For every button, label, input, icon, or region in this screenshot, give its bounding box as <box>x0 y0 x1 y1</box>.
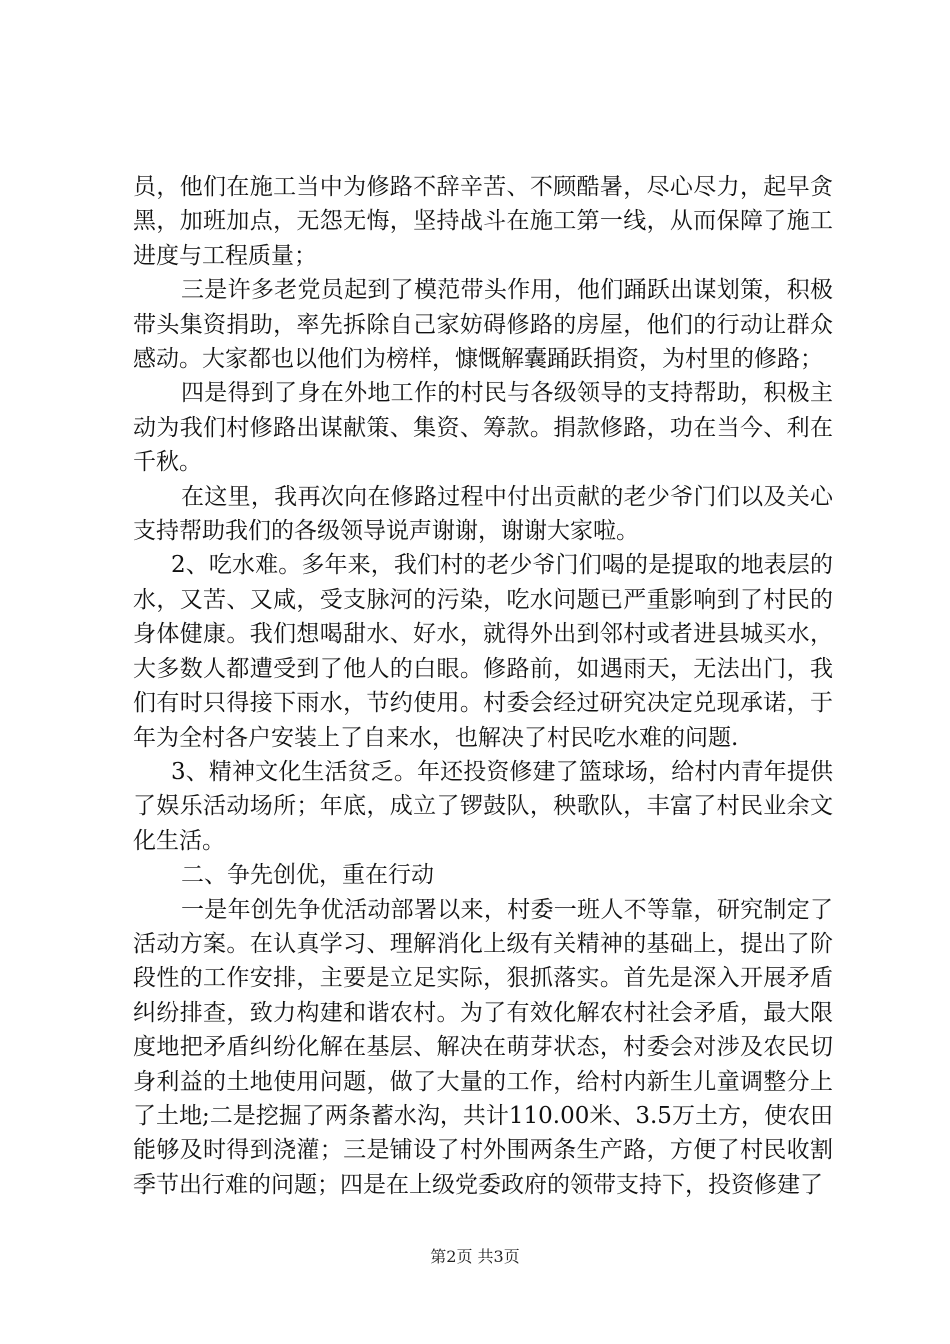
paragraph-thanks: 在这里，我再次向在修路过程中付出贡献的老少爷门们以及关心支持帮助我们的各级领导说声谢谢，谢谢大家啦。 <box>133 483 833 545</box>
paragraph-continuation: 员，他们在施工当中为修路不辞辛苦、不顾酷暑，尽心尽力，起早贪黑，加班加点，无怨无悔，坚持战斗在施工第一线，从而保障了施工进度与工程质量； <box>133 174 833 269</box>
paragraph-party-members: 三是许多老党员起到了模范带头作用，他们踊跃出谋划策，积极带头集资捐助，率先拆除自己家妨碍修路的房屋，他们的行动让群众感动。大家都也以他们为榜样，慷慨解囊踊跃捐资，为村里的修路； <box>133 277 833 373</box>
body-text <box>133 170 833 1202</box>
section-heading: 二、争先创优，重在行动 <box>181 862 434 889</box>
paragraph-activities: 一是年创先争优活动部署以来，村委一班人不等靠，研究制定了活动方案。在认真学习、理解消化上级有关精神的基础上，提出了阶段性的工作安排，主要是立足实际，狠抓落实。首先是深入开展矛盾纠纷排查，致力构建和谐农村。为了有效化解农村社会矛盾，最大限度地把矛盾纠纷化解在基层、解决在萌芽状态，村委会对涉及农民切身利益的土地使用问题，做了大量的工作，给村内新生儿童调整分上了土地;二是挖掘了两条蓄水沟，共计110.00米、3.5万土方，使农田能够及时得到浇灌；三是铺设了村外围两条生产路，方便了村民收割季节出行难的问题；四是在上级党委政府的领带支持下，投资修建了 <box>133 896 833 1198</box>
paragraph-outside-support: 四是得到了身在外地工作的村民与各级领导的支持帮助，积极主动为我们村修路出谋献策、集资、筹款。捐款修路，功在当今、利在千秋。 <box>133 380 833 476</box>
paragraph-water: 2、吃水难。多年来，我们村的老少爷门们喝的是提取的地表层的水，又苦、又咸，受支脉河的污染，吃水问题已严重影响到了村民的身体健康。我们想喝甜水、好水，就得外出到邻村或者进县城买水，大多数人都遭受到了他人的白眼。修路前，如遇雨天，无法出门，我们有时只得接下雨水，节约使用。村委会经过研究决定兑现承诺，于年为全村各户安装上了自来水，也解决了村民吃水难的问题. <box>133 552 833 751</box>
paragraph-culture: 3、精神文化生活贫乏。年还投资修建了篮球场，给村内青年提供了娱乐活动场所；年底，成立了锣鼓队，秧歌队，丰富了村民业余文化生活。 <box>133 758 833 854</box>
page-number: 第2页 共3页 <box>430 1247 520 1266</box>
